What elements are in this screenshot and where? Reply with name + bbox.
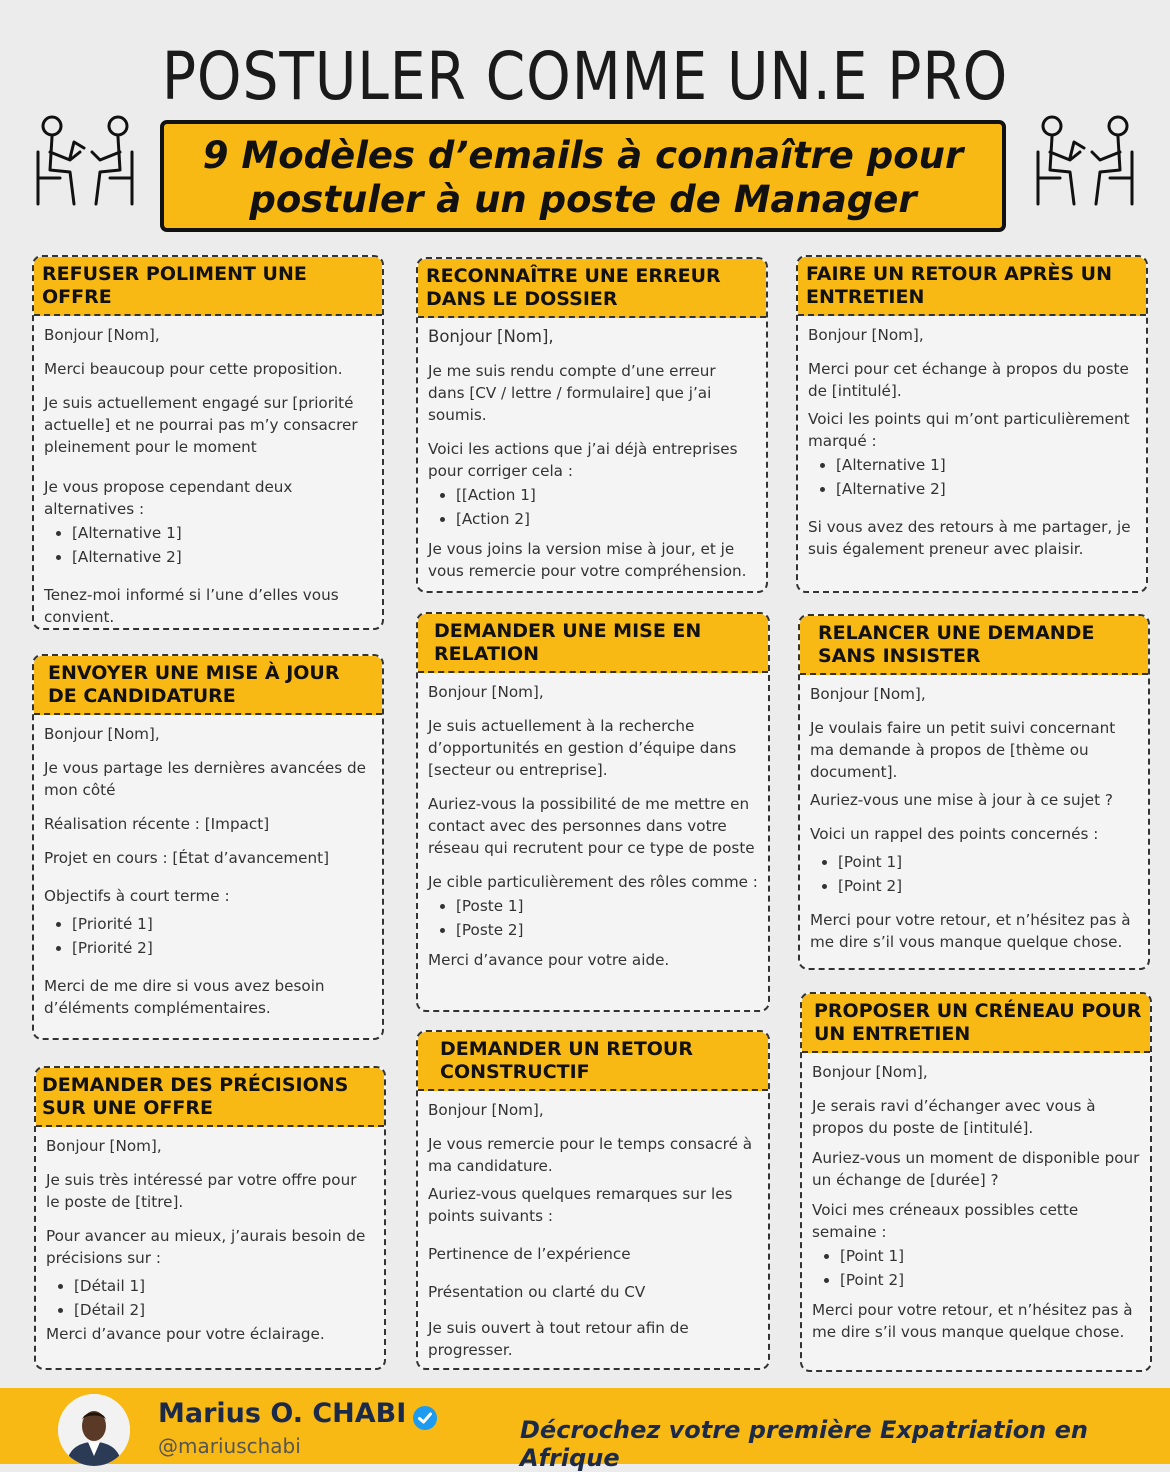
email-card-refuser-offre	[32, 255, 384, 630]
card-greeting: Bonjour [Nom],	[44, 725, 160, 743]
card-closing: Merci d’avance pour votre aide.	[428, 951, 670, 969]
list-item: • [Alternative 1]	[72, 522, 372, 544]
list-item: • [Poste 2]	[456, 919, 758, 941]
card-list	[46, 1275, 374, 1321]
card-paragraph: Je serais ravi d’échanger avec vous à propos du poste de [intitulé].	[812, 1097, 1096, 1137]
email-card-mise-en-relation	[416, 612, 770, 1012]
card-list	[44, 522, 372, 568]
avatar[interactable]	[58, 1394, 130, 1466]
card-greeting: Bonjour [Nom],	[810, 685, 926, 703]
card-greeting: Bonjour [Nom],	[46, 1137, 162, 1155]
card-paragraph: Je suis actuellement à la recherche d’opportunités en gestion d’équipe dans [secteur ou entreprise].	[428, 717, 737, 779]
card-title: REFUSER POLIMENT UNE OFFRE	[34, 257, 382, 316]
card-paragraph: Pour avancer au mieux, j’aurais besoin de précisions sur :	[46, 1227, 366, 1267]
people-desk-icon	[1030, 112, 1140, 212]
card-greeting: Bonjour [Nom],	[428, 683, 544, 701]
card-list	[808, 454, 1136, 500]
subtitle-line-1: 9 Modèles d’emails à connaître pour	[202, 134, 964, 177]
people-desk-icon	[30, 112, 140, 212]
card-list	[812, 1245, 1140, 1291]
list-item: • [Alternative 1]	[836, 454, 1136, 476]
card-paragraph: Auriez-vous quelques remarques sur les points suivants :	[428, 1185, 733, 1225]
email-card-erreur-dossier	[416, 257, 768, 593]
card-closing: Merci de me dire si vous avez besoin d’éléments complémentaires.	[44, 977, 325, 1017]
list-item: • [Action 2]	[456, 508, 756, 530]
card-paragraph: Objectifs à court terme :	[44, 887, 230, 905]
card-title: PROPOSER UN CRÉNEAU POUR UN ENTRETIEN	[802, 994, 1150, 1053]
card-list	[428, 895, 758, 941]
card-closing: Je suis ouvert à tout retour afin de progresser.	[428, 1319, 689, 1359]
card-paragraph: Présentation ou clarté du CV	[428, 1283, 646, 1301]
card-paragraph: Voici un rappel des points concernés :	[810, 825, 1099, 843]
card-paragraph: Je me suis rendu compte d’une erreur dans [CV / lettre / formulaire] que j’ai soumis.	[428, 362, 716, 424]
list-item: • [[Action 1]	[456, 484, 756, 506]
card-paragraph: Auriez-vous une mise à jour à ce sujet ?	[810, 791, 1113, 809]
list-item: • [Point 1]	[838, 851, 1138, 873]
subtitle-line-2: postuler à un poste de Manager	[249, 178, 917, 221]
card-list	[428, 484, 756, 530]
card-title: ENVOYER UNE MISE À JOUR DE CANDIDATURE	[34, 656, 382, 715]
card-paragraph: Je vous propose cependant deux alternatives :	[44, 478, 293, 518]
card-greeting: Bonjour [Nom],	[808, 326, 924, 344]
list-item: • [Alternative 2]	[836, 478, 1136, 500]
card-greeting: Bonjour [Nom],	[44, 326, 160, 344]
list-item: • [Point 2]	[838, 875, 1138, 897]
card-paragraph: Je vous remercie pour le temps consacré à ma candidature.	[428, 1135, 753, 1175]
list-item: • [Poste 1]	[456, 895, 758, 917]
card-paragraph: Réalisation récente : [Impact]	[44, 815, 270, 833]
card-paragraph: Auriez-vous un moment de disponible pour un échange de [durée] ?	[812, 1149, 1140, 1189]
card-paragraph: Projet en cours : [État d’avancement]	[44, 849, 330, 867]
card-paragraph: Merci beaucoup pour cette proposition.	[44, 360, 343, 378]
card-title: DEMANDER UNE MISE EN RELATION	[418, 614, 768, 673]
card-title: FAIRE UN RETOUR APRÈS UN ENTRETIEN	[798, 257, 1146, 316]
email-card-retour-constructif	[416, 1030, 770, 1370]
card-paragraph: Voici les points qui m’ont particulièrement marqué :	[808, 410, 1130, 450]
card-closing: Merci pour votre retour, et n’hésitez pas à me dire s’il vous manque quelque chose.	[812, 1301, 1133, 1341]
list-item: • [Point 1]	[840, 1245, 1140, 1267]
card-paragraph: Je voulais faire un petit suivi concernant ma demande à propos de [thème ou document].	[810, 719, 1116, 781]
list-item: • [Point 2]	[840, 1269, 1140, 1291]
card-title: DEMANDER UN RETOUR CONSTRUCTIF	[418, 1032, 768, 1091]
subtitle-banner	[160, 120, 1006, 232]
card-closing: Merci pour votre retour, et n’hésitez pas à me dire s’il vous manque quelque chose.	[810, 911, 1131, 951]
card-paragraph: Auriez-vous la possibilité de me mettre en contact avec des personnes dans votre réseau qui recrutent pour ce type de poste	[428, 795, 755, 857]
list-item: • [Détail 2]	[74, 1299, 374, 1321]
card-paragraph: Voici mes créneaux possibles cette semaine :	[812, 1201, 1079, 1241]
card-closing: Je vous joins la version mise à jour, et je vous remercie pour votre compréhension.	[428, 540, 747, 580]
card-paragraph: Je suis actuellement engagé sur [priorité actuelle] et ne pourrai pas m’y consacrer pleinement pour le moment	[44, 394, 358, 456]
email-card-retour-entretien	[796, 255, 1148, 593]
card-paragraph: Je cible particulièrement des rôles comme :	[428, 873, 758, 891]
card-closing: Tenez-moi informé si l’une d’elles vous convient.	[44, 586, 339, 626]
email-card-relancer	[798, 614, 1150, 970]
footer-bar	[0, 1388, 1170, 1472]
card-paragraph: Je vous partage les dernières avancées de mon côté	[44, 759, 366, 799]
footer-slogan: Décrochez votre première Expatriation en Afrique	[520, 1416, 1088, 1472]
verified-badge-icon	[412, 1405, 438, 1431]
list-item: • [Priorité 1]	[72, 913, 372, 935]
person-portrait-icon	[58, 1394, 130, 1466]
list-item: • [Alternative 2]	[72, 546, 372, 568]
card-greeting: Bonjour [Nom],	[812, 1063, 928, 1081]
card-title: RECONNAÎTRE UNE ERREUR DANS LE DOSSIER	[418, 259, 766, 318]
email-card-creneau-entretien	[800, 992, 1152, 1372]
card-list	[810, 851, 1138, 897]
list-item: • [Priorité 2]	[72, 937, 372, 959]
list-item: • [Détail 1]	[74, 1275, 374, 1297]
card-title: RELANCER UNE DEMANDE SANS INSISTER	[800, 616, 1148, 675]
card-greeting: Bonjour [Nom],	[428, 1101, 544, 1119]
card-paragraph: Pertinence de l’expérience	[428, 1245, 631, 1263]
card-closing: Si vous avez des retours à me partager, je suis également preneur avec plaisir.	[808, 518, 1131, 558]
card-list	[44, 913, 372, 959]
card-paragraph: Je suis très intéressé par votre offre pour le poste de [titre].	[46, 1171, 357, 1211]
card-title: DEMANDER DES PRÉCISIONS SUR UNE OFFRE	[36, 1068, 384, 1127]
card-closing: Merci d’avance pour votre éclairage.	[46, 1325, 325, 1343]
card-greeting: Bonjour [Nom],	[428, 327, 554, 346]
card-paragraph: Voici les actions que j’ai déjà entreprises pour corriger cela :	[428, 440, 738, 480]
page-title: POSTULER COMME UN.E PRO	[161, 38, 1009, 115]
email-card-precisions-offre	[34, 1066, 386, 1370]
author-name: Marius O. CHABI	[158, 1398, 407, 1429]
email-card-mise-a-jour	[32, 654, 384, 1040]
author-handle[interactable]: @mariuschabi	[158, 1434, 301, 1458]
card-paragraph: Merci pour cet échange à propos du poste de [intitulé].	[808, 360, 1129, 400]
